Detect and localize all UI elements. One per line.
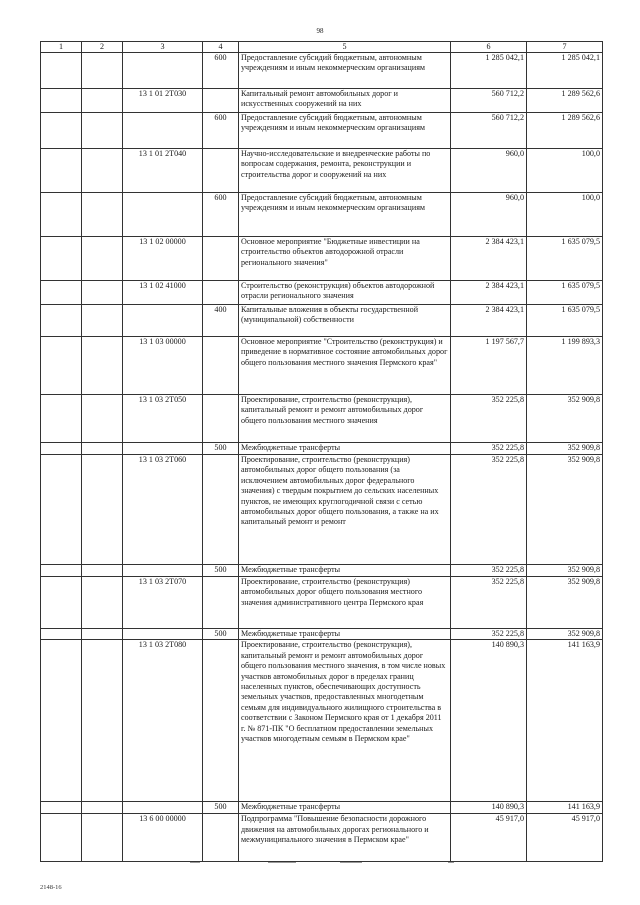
expense-type-cell xyxy=(203,640,239,802)
amount-year-1-cell: 960,0 xyxy=(451,149,527,193)
amount-year-2-cell: 141 163,9 xyxy=(527,802,603,814)
cell-col-1 xyxy=(41,337,82,395)
cell-col-2 xyxy=(82,565,123,577)
column-header-5: 5 xyxy=(239,42,451,53)
target-code-cell xyxy=(123,802,203,814)
column-header-3: 3 xyxy=(123,42,203,53)
amount-year-2-cell: 100,0 xyxy=(527,149,603,193)
cell-col-2 xyxy=(82,577,123,629)
cell-col-2 xyxy=(82,193,123,237)
description-cell: Предоставление субсидий бюджетным, автономным учреждениям и иным некоммерческим организациям xyxy=(239,53,451,89)
amount-year-2-cell: 352 909,8 xyxy=(527,395,603,443)
amount-year-2-cell: 352 909,8 xyxy=(527,629,603,640)
column-header-7: 7 xyxy=(527,42,603,53)
amount-year-2-cell: 352 909,8 xyxy=(527,565,603,577)
cell-col-2 xyxy=(82,53,123,89)
cell-col-1 xyxy=(41,565,82,577)
table-row xyxy=(41,443,603,455)
page-number: 98 xyxy=(316,27,324,35)
description-cell: Предоставление субсидий бюджетным, автономным учреждениям и иным некоммерческим организациям xyxy=(239,193,451,237)
table-row xyxy=(41,565,603,577)
table-row xyxy=(41,629,603,640)
cell-col-2 xyxy=(82,443,123,455)
description-cell: Проектирование, строительство (реконструкция), капитальный ремонт и ремонт автомобильных дорог общего пользования местного значения xyxy=(239,395,451,443)
expense-type-cell xyxy=(203,577,239,629)
table-row xyxy=(41,237,603,281)
cell-col-2 xyxy=(82,640,123,802)
cell-col-2 xyxy=(82,455,123,565)
expense-type-cell xyxy=(203,337,239,395)
table-row xyxy=(41,113,603,149)
amount-year-1-cell: 560 712,2 xyxy=(451,89,527,113)
target-code-cell xyxy=(123,113,203,149)
amount-year-2-cell: 141 163,9 xyxy=(527,640,603,802)
target-code-cell: 13 1 03 2Т050 xyxy=(123,395,203,443)
amount-year-2-cell: 1 199 893,3 xyxy=(527,337,603,395)
cell-col-1 xyxy=(41,305,82,337)
description-cell: Межбюджетные трансферты xyxy=(239,629,451,640)
expense-type-cell xyxy=(203,455,239,565)
cell-col-2 xyxy=(82,629,123,640)
cell-col-1 xyxy=(41,113,82,149)
target-code-cell xyxy=(123,53,203,89)
description-cell: Предоставление субсидий бюджетным, автономным учреждениям и иным некоммерческим организациям xyxy=(239,113,451,149)
amount-year-1-cell: 2 384 423,1 xyxy=(451,237,527,281)
expense-type-cell xyxy=(203,89,239,113)
amount-year-1-cell: 352 225,8 xyxy=(451,565,527,577)
target-code-cell: 13 6 00 00000 xyxy=(123,814,203,862)
expense-type-cell xyxy=(203,281,239,305)
amount-year-1-cell: 1 197 567,7 xyxy=(451,337,527,395)
table-row xyxy=(41,455,603,565)
cell-col-1 xyxy=(41,53,82,89)
amount-year-1-cell: 352 225,8 xyxy=(451,455,527,565)
amount-year-2-cell: 1 289 562,6 xyxy=(527,89,603,113)
cell-col-2 xyxy=(82,113,123,149)
amount-year-1-cell: 560 712,2 xyxy=(451,113,527,149)
target-code-cell: 13 1 02 41000 xyxy=(123,281,203,305)
table-row xyxy=(41,281,603,305)
cell-col-1 xyxy=(41,149,82,193)
description-cell: Межбюджетные трансферты xyxy=(239,565,451,577)
cell-col-2 xyxy=(82,337,123,395)
scan-mark xyxy=(268,862,296,863)
description-cell: Основное мероприятие "Строительство (реконструкция) и приведение в нормативное состояние автомобильных дорог общего пользования местного значения Пермского края" xyxy=(239,337,451,395)
cell-col-2 xyxy=(82,802,123,814)
cell-col-1 xyxy=(41,629,82,640)
amount-year-1-cell: 960,0 xyxy=(451,193,527,237)
amount-year-1-cell: 352 225,8 xyxy=(451,629,527,640)
cell-col-1 xyxy=(41,814,82,862)
description-cell: Капитальный ремонт автомобильных дорог и искусственных сооружений на них xyxy=(239,89,451,113)
column-header-6: 6 xyxy=(451,42,527,53)
column-header-1: 1 xyxy=(41,42,82,53)
target-code-cell: 13 1 03 2Т070 xyxy=(123,577,203,629)
target-code-cell: 13 1 01 2Т040 xyxy=(123,149,203,193)
table-row xyxy=(41,640,603,802)
expense-type-cell: 600 xyxy=(203,193,239,237)
scan-mark xyxy=(340,862,362,863)
table-row xyxy=(41,305,603,337)
table-row xyxy=(41,89,603,113)
cell-col-1 xyxy=(41,443,82,455)
target-code-cell: 13 1 01 2Т030 xyxy=(123,89,203,113)
description-cell: Межбюджетные трансферты xyxy=(239,802,451,814)
amount-year-2-cell: 100,0 xyxy=(527,193,603,237)
cell-col-1 xyxy=(41,193,82,237)
cell-col-1 xyxy=(41,577,82,629)
cell-col-1 xyxy=(41,89,82,113)
table-row xyxy=(41,814,603,862)
table-row xyxy=(41,577,603,629)
description-cell: Капитальные вложения в объекты государственной (муниципальной) собственности xyxy=(239,305,451,337)
description-cell: Подпрограмма "Повышение безопасности дорожного движения на автомобильных дорогах регионального и межмуниципального значения в Пермском крае" xyxy=(239,814,451,862)
expense-type-cell: 500 xyxy=(203,565,239,577)
budget-table xyxy=(40,41,603,862)
column-header-2: 2 xyxy=(82,42,123,53)
expense-type-cell: 600 xyxy=(203,53,239,89)
target-code-cell: 13 1 03 2Т060 xyxy=(123,455,203,565)
target-code-cell xyxy=(123,629,203,640)
cell-col-2 xyxy=(82,814,123,862)
scan-mark xyxy=(190,862,200,863)
cell-col-1 xyxy=(41,802,82,814)
amount-year-2-cell: 45 917,0 xyxy=(527,814,603,862)
cell-col-2 xyxy=(82,305,123,337)
amount-year-1-cell: 45 917,0 xyxy=(451,814,527,862)
description-cell: Проектирование, строительство (реконструкция), капитальный ремонт и ремонт автомобильных дорог общего пользования местного значения, в том числе новых участков автомобильных дорог в пределах границ населенных пунктов, обеспечивающих доступность земельных участков, предоставленных многодетным семьям для индивидуального жилищного строительства в соответствии с Законом Пермского края от 1 декабря 2011 г. № 871-ПК "О бесплатном предоставлении земельных участков многодетным семьям в Пермском крае" xyxy=(239,640,451,802)
cell-col-1 xyxy=(41,237,82,281)
cell-col-1 xyxy=(41,395,82,443)
target-code-cell xyxy=(123,565,203,577)
amount-year-2-cell: 1 289 562,6 xyxy=(527,113,603,149)
expense-type-cell: 500 xyxy=(203,802,239,814)
amount-year-2-cell: 1 635 079,5 xyxy=(527,281,603,305)
description-cell: Проектирование, строительство (реконструкция) автомобильных дорог общего пользования местного значения административного центра Пермского края xyxy=(239,577,451,629)
target-code-cell: 13 1 03 00000 xyxy=(123,337,203,395)
amount-year-2-cell: 1 635 079,5 xyxy=(527,305,603,337)
description-cell: Основное мероприятие "Бюджетные инвестиции на строительство объектов автодорожной отрасли регионального значения" xyxy=(239,237,451,281)
description-cell: Проектирование, строительство (реконструкция) автомобильных дорог общего пользования (за исключением автомобильных дорог федерального значения) с твердым покрытием до сельских населенных пунктов, не имеющих круглогодичной связи с сетью автомобильных дорог общего пользования, а также на их капитальный ремонт и ремонт xyxy=(239,455,451,565)
expense-type-cell xyxy=(203,814,239,862)
table-row xyxy=(41,802,603,814)
amount-year-1-cell: 140 890,3 xyxy=(451,640,527,802)
cell-col-2 xyxy=(82,395,123,443)
amount-year-1-cell: 140 890,3 xyxy=(451,802,527,814)
scan-mark xyxy=(448,862,454,863)
target-code-cell xyxy=(123,193,203,237)
table-row xyxy=(41,395,603,443)
amount-year-2-cell: 352 909,8 xyxy=(527,455,603,565)
description-cell: Межбюджетные трансферты xyxy=(239,443,451,455)
expense-type-cell xyxy=(203,237,239,281)
expense-type-cell: 600 xyxy=(203,113,239,149)
target-code-cell xyxy=(123,305,203,337)
expense-type-cell xyxy=(203,395,239,443)
amount-year-2-cell: 352 909,8 xyxy=(527,577,603,629)
target-code-cell: 13 1 02 00000 xyxy=(123,237,203,281)
amount-year-1-cell: 2 384 423,1 xyxy=(451,281,527,305)
expense-type-cell xyxy=(203,149,239,193)
expense-type-cell: 400 xyxy=(203,305,239,337)
cell-col-2 xyxy=(82,281,123,305)
amount-year-1-cell: 2 384 423,1 xyxy=(451,305,527,337)
amount-year-2-cell: 1 285 042,1 xyxy=(527,53,603,89)
footer-code: 2148-16 xyxy=(40,884,62,891)
table-row xyxy=(41,193,603,237)
amount-year-1-cell: 1 285 042,1 xyxy=(451,53,527,89)
cell-col-1 xyxy=(41,281,82,305)
amount-year-1-cell: 352 225,8 xyxy=(451,443,527,455)
cell-col-2 xyxy=(82,89,123,113)
cell-col-1 xyxy=(41,640,82,802)
description-cell: Научно-исследовательские и внедренческие работы по вопросам содержания, ремонта, реконструкции и строительства дорог и сооружений на них xyxy=(239,149,451,193)
amount-year-1-cell: 352 225,8 xyxy=(451,395,527,443)
cell-col-2 xyxy=(82,237,123,281)
expense-type-cell: 500 xyxy=(203,629,239,640)
target-code-cell: 13 1 03 2Т080 xyxy=(123,640,203,802)
description-cell: Строительство (реконструкция) объектов автодорожной отрасли регионального значения xyxy=(239,281,451,305)
expense-type-cell: 500 xyxy=(203,443,239,455)
amount-year-1-cell: 352 225,8 xyxy=(451,577,527,629)
column-header-4: 4 xyxy=(203,42,239,53)
amount-year-2-cell: 1 635 079,5 xyxy=(527,237,603,281)
cell-col-1 xyxy=(41,455,82,565)
amount-year-2-cell: 352 909,8 xyxy=(527,443,603,455)
cell-col-2 xyxy=(82,149,123,193)
table-row xyxy=(41,337,603,395)
table-row xyxy=(41,149,603,193)
table-row xyxy=(41,53,603,89)
table-header-row xyxy=(41,42,603,53)
target-code-cell xyxy=(123,443,203,455)
